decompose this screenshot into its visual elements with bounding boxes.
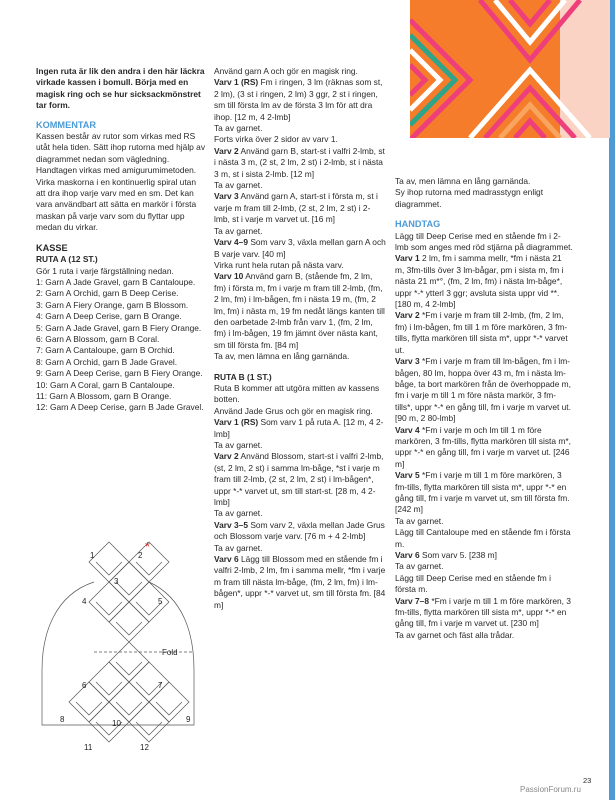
column-middle — [214, 66, 386, 611]
square-label-4: 4 — [82, 597, 87, 606]
row-label: Varv 2 — [395, 310, 420, 321]
row-label: Varv 3–5 — [214, 519, 248, 530]
row-text: Använd garn B, start-st i valfri 2-lmb, st i nästa 3 m, (2 st, 2 lm, 2 st) i 2-lmb, st i nästa 3 m, st i sista 2-lmb. [12 m] — [214, 145, 385, 179]
row-label: Varv 7–8 — [395, 595, 429, 606]
row-text: Som varv 3, växla mellan garn A och B varje varv. [40 m] — [214, 237, 386, 259]
square-label-3: 3 — [114, 577, 119, 586]
instruction-row — [214, 520, 386, 543]
paragraph: Sy ihop rutorna med madrasstygn enligt diagrammet. — [395, 187, 544, 209]
square-label-12: 12 — [140, 743, 149, 752]
instruction-row — [395, 253, 573, 299]
square-label-8: 8 — [60, 715, 65, 724]
list-item: 7: Garn A Cantaloupe, garn B Orchid. — [36, 345, 175, 356]
row-label: Varv 3 — [395, 356, 420, 367]
instruction-row — [395, 596, 573, 630]
paragraph: Ta av, men lämna en lång garnända. — [214, 351, 350, 362]
column-left — [36, 66, 206, 414]
instruction-row — [214, 237, 386, 260]
list-item: 11: Garn A Blossom, garn B Orange. — [36, 390, 172, 401]
row-text: *Fm i varje m och lm till 1 m före markören, 3 fm-tills, flytta markören till sista m*, uppr *-* en gång till, fm i varje m varvet ut. [246 m] — [395, 424, 571, 469]
paragraph: Ta av garnet. — [214, 225, 263, 236]
row-label: Varv 3 — [214, 191, 239, 202]
ruta-a-intro: Gör 1 ruta i varje färgställning nedan. — [36, 265, 174, 276]
instruction-row — [395, 310, 573, 356]
row-text: Använd Blossom, start-st i valfri 2-lmb, (st, 2 lm, 2 st) i samma lm-båge, *st i varje m fram till 2-lmb, (2 st, 2 lm, 2 st) i lm-bågen*, uppr *-* varvet ut, sm till start-st. [28 m, 4 2-lmb] — [214, 451, 384, 508]
row-text: *Fm i varje m fram till 2-lmb, (fm, 2 lm, fm) i lm-bågen, fm till 1 m före markören, 3 fm-tills, flytta markören till sista m*, uppr *-* varvet ut. — [395, 310, 568, 355]
ruta-b-heading: RUTA B (1 ST.) — [214, 371, 272, 382]
row-text: Använd garn A, start-st i första m, st i varje m fram till 2-lmb, (2 st, 2 lm, 2 st) i 2-lmb, st i varje m varvet ut. [16 m] — [214, 191, 378, 225]
instruction-row — [214, 77, 386, 123]
list-item: 2: Garn A Orchid, garn B Deep Cerise. — [36, 288, 179, 299]
list-item: 6: Garn A Blossom, garn B Coral. — [36, 333, 160, 344]
paragraph: Ta av garnet. — [214, 180, 263, 191]
paragraph: Lägg till Deep Cerise med en stående fm i 2-lmb som anges med röd stjärna på diagrammet. — [395, 230, 573, 253]
row-text: 2 lm, fm i samma mellr, *fm i nästa 21 m, 3fm-tills över 3 lm-bågar, pm i sista m, fm i nästa 21 m*°, (fm, 2 lm, fm) i nästa lm-båge*, uppr *-* ytterl 3 ggr; avsluta sista uppr vid **. — [395, 253, 564, 298]
row-label: Varv 6 — [214, 554, 239, 565]
red-star-icon: * — [145, 540, 151, 554]
list-item: 3: Garn A Fiery Orange, garn B Blossom. — [36, 299, 189, 310]
watermark: PassionForum.ru — [520, 785, 581, 794]
list-item: 4: Garn A Deep Cerise, garn B Orange. — [36, 311, 182, 322]
paragraph: Lägg till Cantaloupe med en stående fm i första m. — [395, 527, 571, 549]
instruction-row — [214, 146, 386, 180]
list-item: 8: Garn A Orchid, garn B Jade Gravel. — [36, 356, 178, 367]
paragraph: Ta av garnet och fäst alla trådar. — [395, 629, 515, 640]
paragraph: Ta av garnet. — [214, 440, 263, 450]
row-label: Varv 2 — [214, 451, 239, 462]
paragraph: Virka runt hela rutan på nästa varv. — [214, 259, 344, 270]
row-label: Varv 1 (RS) — [214, 417, 259, 428]
paragraph: Ruta B kommer att utgöra mitten av kassens botten. — [214, 382, 380, 405]
paragraph: Använd garn A och gör en magisk ring. — [214, 66, 358, 76]
list-item: 10: Garn A Coral, garn B Cantaloupe. — [36, 379, 175, 390]
paragraph: Ta av garnet. — [214, 542, 263, 553]
row-text: Lägg till Blossom med en stående fm i valfri 2-lmb, 2 lm, fm i samma mellr, *fm i varje m fram till nästa lm-båge, (fm, 2 lm, fm) i lm-bågen*, uppr *-* varvet ut, sm till första fm. [84 m] — [214, 554, 386, 610]
paragraph: Ta av garnet. — [214, 508, 263, 519]
instruction-row — [395, 550, 573, 561]
kommentar-heading: KOMMENTAR — [36, 119, 97, 130]
column-right — [395, 176, 573, 641]
row-label: Varv 4 — [395, 424, 420, 435]
paragraph: Använd Jade Grus och gör en magisk ring. — [214, 405, 373, 416]
paragraph: [180 m, 4 2-lmb] — [395, 299, 456, 310]
intro-text: Ingen ruta är lik den andra i den här läckra virkade kassen i bomull. Börja med en magisk ring och se hur sicksackmönstret tar form. — [36, 66, 205, 111]
list-item: 1: Garn A Jade Gravel, garn B Cantaloupe. — [36, 276, 196, 287]
crochet-bag-photo — [410, 0, 610, 138]
row-label: Varv 2 — [214, 145, 239, 156]
instruction-row — [214, 271, 386, 351]
row-label: Varv 10 — [214, 271, 244, 282]
row-text: Fm i ringen, 3 lm (räknas som st, 2 lm), (3 st i ringen, 2 lm) 3 ggr, 2 st i ringen, sm till första lm av de första 3 lm för att dra ihop. [12 m, 4 2-lmb] — [214, 77, 383, 122]
page-number: 23 — [583, 776, 592, 785]
square-label-2: 2 — [138, 551, 143, 560]
row-text: *Fm i varje m till 1 m före markören, 3 fm-tills, flytta markören till sista m*, uppr *-* en gång till, fm i varje m varvet ut, sm till första fm. [242 m] — [395, 470, 570, 515]
row-text: Som varv 5. [238 m] — [419, 550, 497, 560]
fold-label: Fold — [162, 648, 178, 657]
row-label: Varv 6 — [395, 550, 420, 560]
square-label-6: 6 — [82, 681, 87, 690]
row-text: Använd garn B, (stående fm, 2 lm, fm) i första m, fm i varje m fram till 2-lmb, (fm, 2 lm, fm) i lm-bågen, fm i nästa 19 m, (fm, 2 lm, fm) i nästa m, 19 fm nedåt längs kanten till den oarbetade 2-lmb från varv 1, (fm, 2 lm, fm) i lm-bågen, 19 fm jämnt över nästa kant, sm till första fm. [84 m] — [214, 271, 385, 350]
handtag-heading: HANDTAG — [395, 219, 441, 230]
paragraph: Ta av garnet. — [214, 123, 263, 134]
paragraph: Ta av, men lämna en lång garnända. — [395, 176, 531, 186]
list-item: 9: Garn A Deep Cerise, garn B Fiery Orange. — [36, 368, 203, 379]
row-label: Varv 1 (RS) — [214, 77, 259, 88]
instruction-row — [214, 191, 386, 225]
diagram-outline — [42, 542, 194, 742]
kasse-heading: KASSE — [36, 242, 68, 253]
square-label-7: 7 — [158, 681, 163, 690]
paragraph: Lägg till Deep Cerise med en stående fm i första m. — [395, 572, 551, 595]
assembly-diagram — [34, 540, 224, 755]
square-label-5: 5 — [158, 597, 163, 606]
ruta-a-heading: RUTA A (12 ST.) — [36, 254, 98, 265]
instruction-row — [214, 451, 386, 508]
row-label: Varv 1 — [395, 253, 420, 264]
paragraph: Ta av garnet. — [395, 561, 444, 572]
row-label: Varv 5 — [395, 470, 420, 481]
instruction-row — [214, 554, 386, 611]
instruction-row — [395, 470, 573, 516]
paragraph: Ta av garnet. — [395, 515, 444, 526]
row-label: Varv 4–9 — [214, 237, 248, 248]
square-label-9: 9 — [186, 715, 191, 724]
list-item: 5: Garn A Jade Gravel, garn B Fiery Orange. — [36, 322, 202, 333]
row-text: *Fm i varje m till 1 m före markören, 3 fm-tills, flytta markören till sista m*, uppr *-* en gång till, fm i varje m varvet ut. [230 m] — [395, 595, 571, 629]
square-label-11: 11 — [84, 743, 93, 752]
square-label-10: 10 — [112, 719, 121, 728]
instruction-row — [214, 417, 386, 440]
instruction-row — [395, 356, 573, 424]
paragraph: Forts virka över 2 sidor av varv 1. — [214, 134, 338, 145]
row-text: Som varv 2, växla mellan Jade Grus och Blossom varje varv. [76 m + 4 2-lmb] — [214, 519, 385, 542]
square-label-1: 1 — [90, 551, 95, 560]
instruction-row — [395, 425, 573, 471]
list-item: 12: Garn A Deep Cerise, garn B Jade Gravel. — [36, 402, 204, 413]
row-text: *Fm i varje m fram till lm-bågen, fm i lm-bågen, 80 lm, hoppa över 43 m, fm i nästa lm-båge, ta bort markören från de överhoppade m, fm i varje m till 1 m före nästa markör, 3 fm-tills*, uppr *-* en gång till, fm i varje m varvet ut. [90 m, 2 80-lmb] — [395, 356, 571, 424]
row-text: Som varv 1 på ruta A. [12 m, 4 2-lmb] — [214, 417, 384, 439]
kommentar-text: Kassen består av rutor som virkas med RS utåt hela tiden. Sätt ihop rutorna med hjälp av diagrammet nedan som vägledning. Handtagen virkas med amigurumimetoden. Virka maskorna i en kontinuerlig spiral utan att dra ihop varje varv med en sm. Det kan vara användbart att sätta en markör i första maskan på varje varv som du flyttar upp medan du virkar. — [36, 131, 206, 233]
